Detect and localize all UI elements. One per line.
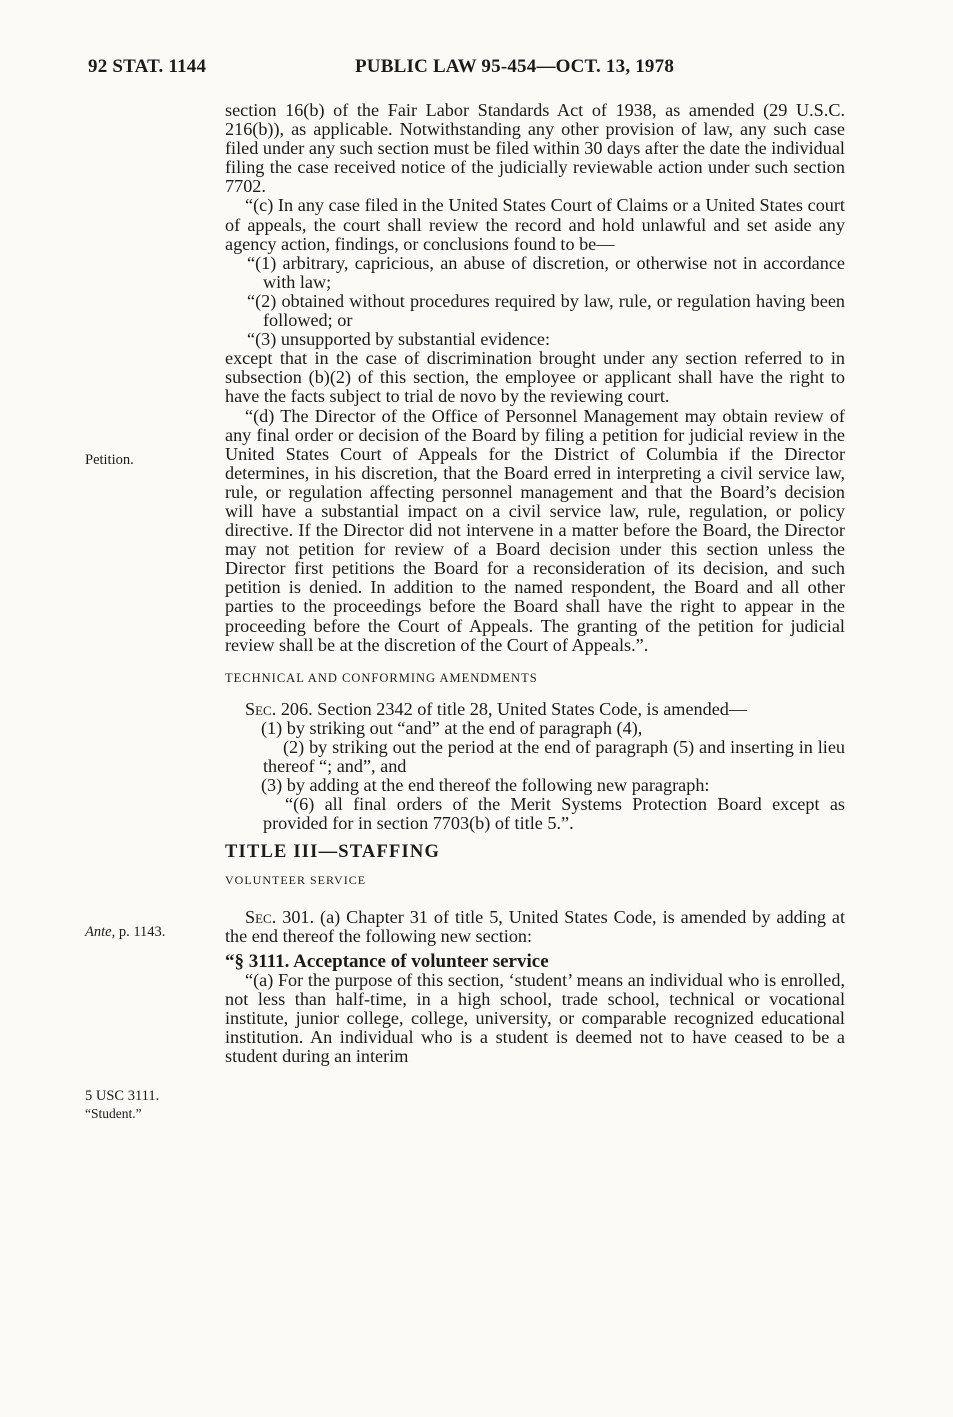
margin-note-ante-italic: Ante, [85, 924, 116, 940]
volunteer-service-heading: VOLUNTEER SERVICE [225, 872, 367, 887]
subsection-a-student: “(a) For the purpose of this section, ‘student’ means an individual who is enrolled, not less than half-time, in a high school, trade school, technical or vocational institute, junior college, college, university, or comparable recognized educational institution. An individual who is a student is deemed not to have ceased to be a student during an interim [225, 969, 845, 1067]
heading-technical-amendments: TECHNICAL AND CONFORMING AMENDMENTS [225, 670, 538, 685]
amendment-3: (3) by adding at the end thereof the following new paragraph: [261, 775, 710, 796]
margin-note-student: “Student.” [85, 1106, 142, 1121]
section-206-text: 206. Section 2342 of title 28, United States Code, is amended— [276, 698, 748, 719]
amendment-1: (1) by striking out “and” at the end of paragraph (4), [261, 717, 643, 738]
paragraph-except: except that in the case of discrimination brought under any section referred to in subsection (b)(2) of this section, the employee or applicant shall have the right to have the facts subject to trial de novo by the reviewing court. [225, 348, 845, 407]
running-head: PUBLIC LAW 95-454—OCT. 13, 1978 [355, 56, 675, 77]
section-206-label: Sec. [245, 698, 277, 719]
margin-note-usc: 5 USC 3111. [85, 1088, 160, 1104]
page-citation: 92 STAT. 1144 [88, 56, 207, 77]
section-301-text: 301. (a) Chapter 31 of title 5, United States Code, is amended by adding at the end thereof the following new section: [225, 906, 845, 946]
subsection-d: “(d) The Director of the Office of Personnel Management may obtain review of any final order or decision of the Board by filing a petition for judicial review in the United States Court of Appeals for the District of Columbia if the Director determines, in his discretion, that the Board erred in interpreting a civil service law, rule, or regulation affecting personnel management and that the Board’s decision will have a substantial impact on a civil service law, rule, regulation, or policy directive. If the Director did not intervene in a matter before the Board, the Director may not petition for review of a Board decision under this section unless the Director first petitions the Board for a reconsideration of its decision, and such petition is denied. In addition to the named respondent, the Board and all other parties to the proceedings before the Board shall have the right to appear in the proceeding before the Court of Appeals. The granting of the petition for judicial review shall be at the discretion of the Court of Appeals.”. [225, 405, 845, 655]
margin-note-ante-page: p. 1143. [115, 924, 166, 940]
clause-c3: “(3) unsupported by substantial evidence: [247, 329, 551, 350]
amendment-2: (2) by striking out the period at the end of paragraph (5) and inserting in lieu thereof “; and”, and [263, 737, 845, 777]
clause-c2: “(2) obtained without procedures required by law, rule, or regulation having been followed; or [247, 290, 845, 331]
section-206 [225, 700, 845, 719]
margin-note-ante [85, 924, 165, 941]
subsection-c: “(c) In any case filed in the United States Court of Claims or a United States court of appeals, the court shall review the record and hold unlawful and set aside any agency action, findings, or conclusions found to be— [225, 195, 845, 254]
paragraph-continuation: section 16(b) of the Fair Labor Standards Act of 1938, as amended (29 U.S.C. 216(b)), as applicable. Notwithstanding any other provision of law, any such case filed under any such section must be filed within 30 days after the date the individual filing the case received notice of the judicially reviewable action under such section 7702. [225, 100, 845, 197]
section-301-label: Sec. [245, 906, 277, 927]
section-301 [225, 908, 845, 946]
amendment-3-quote: “(6) all final orders of the Merit Systems Protection Board except as provided for in section 7703(b) of title 5.”. [263, 794, 845, 834]
body-text-column [225, 101, 845, 1066]
margin-note-petition: Petition. [85, 452, 134, 468]
section-3111-heading: “§ 3111. Acceptance of volunteer service [225, 950, 549, 972]
title-heading: TITLE III—STAFFING [225, 842, 441, 863]
clause-c1: “(1) arbitrary, capricious, an abuse of discretion, or otherwise not in accordance with law; [247, 252, 845, 292]
